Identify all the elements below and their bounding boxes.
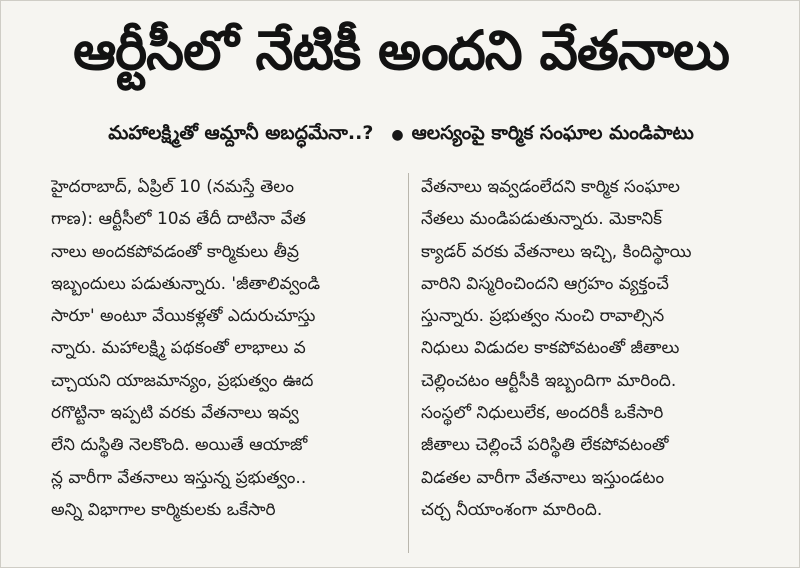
column-right-line: క్యాడర్ వరకు వేతనాలు ఇచ్చి, కిందిస్థాయి: [421, 241, 692, 262]
column-left-line: ఇబ్బందులు పడుతున్నారు. 'జీతాలివ్వండి: [51, 273, 321, 294]
subheadline-right: ఆలస్యంపై కార్మిక సంఘాల మండిపాటు: [411, 121, 694, 144]
column-right-line: సంస్థలో నిధులులేక, అందరికీ ఒకేసారి: [421, 403, 664, 424]
article-column-right: [421, 171, 759, 526]
column-left-line: గాణ): ఆర్టీసీలో 10వ తేదీ దాటినా వేత: [51, 209, 306, 230]
column-left-line: రగొట్టినా ఇప్పటి వరకు వేతనాలు ఇవ్వ: [51, 403, 299, 424]
column-left-line: లేని దుస్థితి నెలకొంది. అయితే ఆయాజో: [51, 435, 308, 456]
headline: ఆర్టీసీలో నేటికీ అందని వేతనాలు: [73, 19, 729, 82]
column-left-line: నాలు అందకపోవడంతో కార్మికులు తీవ్ర: [51, 241, 299, 262]
column-right-line: వారిని విస్మరించిందని ఆగ్రహం వ్యక్తంచే: [421, 273, 669, 294]
column-right-line: నేతలు మండిపడుతున్నారు. మెకానిక్: [421, 209, 663, 230]
column-right-line: స్తున్నారు. ప్రభుత్వం నుంచి రావాల్సిన: [421, 306, 665, 327]
column-left-line: చ్చాయని యాజమాన్యం, ప్రభుత్వం ఊద: [51, 370, 314, 391]
column-left-line: సారూ' అంటూ వేయికళ్లతో ఎదురుచూస్తు: [51, 306, 316, 327]
column-right-line: చర్చ నీయాంశంగా మారింది.: [421, 499, 603, 520]
subheadline-row: [1, 117, 800, 153]
article-column-left: [51, 171, 393, 526]
column-left-line: అన్ని విభాగాల కార్మికులకు ఒకేసారి: [51, 499, 276, 520]
column-left-line: న్ల వారీగా వేతనాలు ఇస్తున్న ప్రభుత్వం..: [51, 467, 307, 488]
column-right-line: వేతనాలు ఇవ్వడంలేదని కార్మిక సంఘాల: [421, 177, 680, 197]
column-right-line: నిధులు విడుదల కాకపోవటంతో జీతాలు: [421, 338, 680, 359]
subheadline-left: మహాలక్ష్మితో ఆమ్దానీ అబద్ధమేనా..?: [108, 121, 374, 144]
column-right-line: చెల్లించటం ఆర్టీసీకి ఇబ్బందిగా మారింది.: [421, 370, 677, 391]
column-right-line: జీతాలు చెల్లించే పరిస్థితి లేకపోవటంతో: [421, 435, 669, 456]
bullet-icon: ●: [391, 127, 404, 143]
column-left-line: హైదరాబాద్, ఏప్రిల్ 10 (నమస్తే తెలం: [51, 177, 294, 197]
column-right-line: విడతల వారీగా వేతనాలు ఇస్తుండటం: [421, 467, 665, 488]
column-divider: [408, 173, 409, 553]
column-left-line: న్నారు. మహాలక్ష్మి పథకంతో లాభాలు వ: [51, 338, 306, 359]
